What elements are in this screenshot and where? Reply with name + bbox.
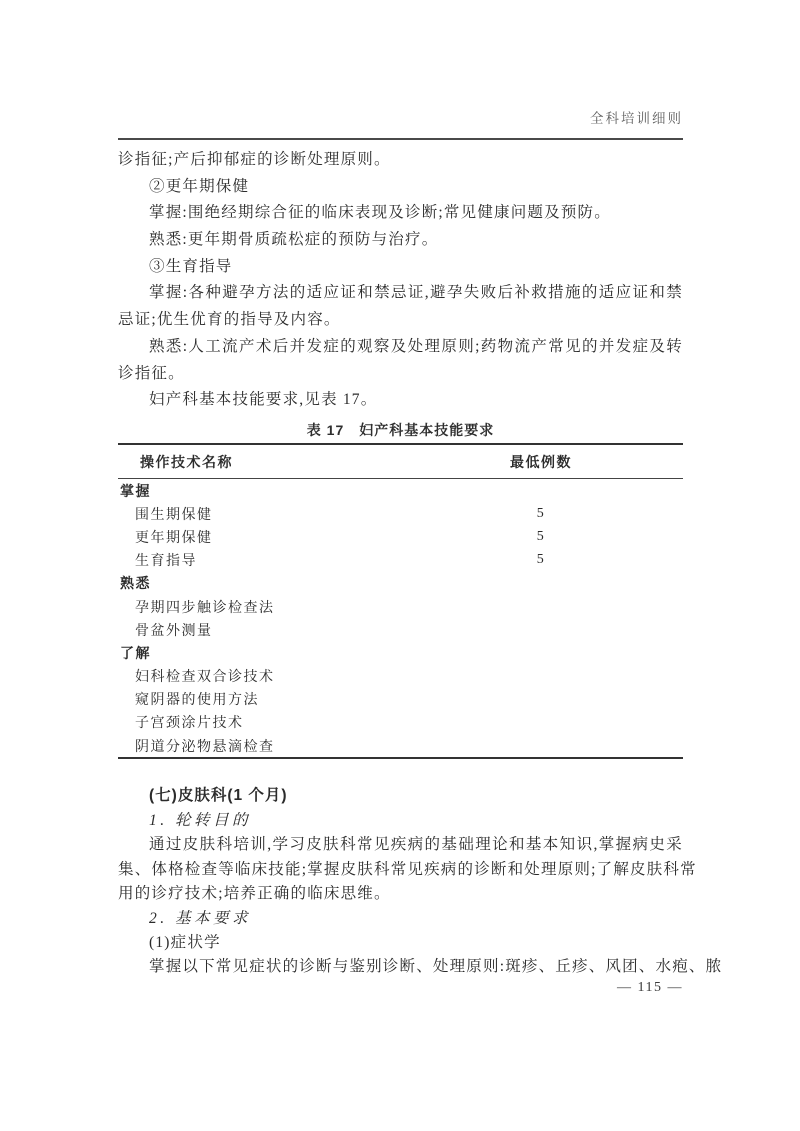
row-cases: 5: [536, 552, 546, 568]
row-name: 子宫颈涂片技术: [135, 716, 244, 732]
paragraph-line: ③生育指导: [149, 257, 233, 275]
table-row: [118, 618, 683, 641]
table-row: [118, 549, 683, 572]
skills-requirements-table: [118, 443, 683, 759]
row-name: 生育指导: [135, 554, 197, 570]
paragraph-line: ②更年期保健: [149, 177, 250, 195]
running-head-title: 全科培训细则: [590, 111, 683, 126]
table-row: [118, 688, 683, 711]
paragraph-line: 掌握:围绝经期综合征的临床表现及诊断;常见健康问题及预防。: [149, 204, 611, 222]
paragraph-line: 掌握:各种避孕方法的适应证和禁忌证,避孕失败后补救措施的适应证和禁: [149, 284, 683, 302]
table-row: [118, 479, 683, 502]
row-name: 妇科检查双合诊技术: [135, 670, 275, 686]
table-row: [118, 525, 683, 548]
table-caption: 表 17 妇产科基本技能要求: [306, 422, 495, 438]
row-name: 窥阴器的使用方法: [135, 693, 259, 709]
section-heading: (七)皮肤科(1 个月): [149, 787, 288, 804]
paragraph-line: 忌证;优生优育的指导及内容。: [118, 311, 341, 329]
table-row: [118, 572, 683, 595]
paragraph-line: 掌握以下常见症状的诊断与鉴别诊断、处理原则:斑疹、丘疹、风团、水疱、脓: [149, 958, 723, 976]
paragraph-line: 诊指征。: [118, 364, 185, 382]
table-row: [118, 734, 683, 757]
row-name: 更年期保健: [135, 530, 213, 546]
paragraph-line: 诊指征;产后抑郁症的诊断处理原则。: [118, 151, 391, 168]
page-number: — 115 —: [617, 980, 683, 995]
column-header-min-cases: 最低例数: [510, 453, 572, 470]
column-header-operation-name: 操作技术名称: [140, 453, 233, 470]
section-subheading: 1. 轮转目的: [149, 812, 252, 829]
table-header-row: [118, 445, 683, 479]
paragraph-line: 用的诊疗技术;培养正确的临床思维。: [118, 885, 391, 903]
paragraph-line: 通过皮肤科培训,学习皮肤科常见疾病的基础理论和基本知识,掌握病史采: [149, 836, 683, 854]
row-name: 孕期四步触诊检查法: [135, 600, 275, 616]
section-subheading: (1)症状学: [149, 933, 221, 951]
row-name: 围生期保健: [135, 507, 213, 523]
paragraph-line: 熟悉:人工流产术后并发症的观察及处理原则;药物流产常见的并发症及转: [149, 337, 683, 355]
dermatology-section: [118, 782, 723, 980]
row-cases: 5: [536, 528, 546, 544]
paragraph-line: 妇产科基本技能要求,见表 17。: [149, 391, 378, 409]
table-row: [118, 641, 683, 664]
section-subheading: 2. 基本要求: [149, 909, 252, 927]
table-row: [118, 595, 683, 618]
row-name: 熟悉: [120, 575, 151, 592]
table-row: [118, 711, 683, 734]
table-row: [118, 665, 683, 688]
row-name: 骨盆外测量: [135, 623, 213, 639]
paragraph-line: 熟悉:更年期骨质疏松症的预防与治疗。: [149, 231, 439, 249]
row-name: 了解: [120, 644, 151, 661]
body-text-block: [118, 147, 683, 414]
running-head-rule: [118, 138, 683, 140]
table-row: [118, 502, 683, 525]
row-name: 阴道分泌物悬滴检查: [135, 739, 275, 755]
row-name: 掌握: [120, 482, 151, 499]
paragraph-line: 集、体格检查等临床技能;掌握皮肤科常见疾病的诊断和处理原则;了解皮肤科常: [118, 860, 697, 878]
row-cases: 5: [536, 505, 546, 521]
